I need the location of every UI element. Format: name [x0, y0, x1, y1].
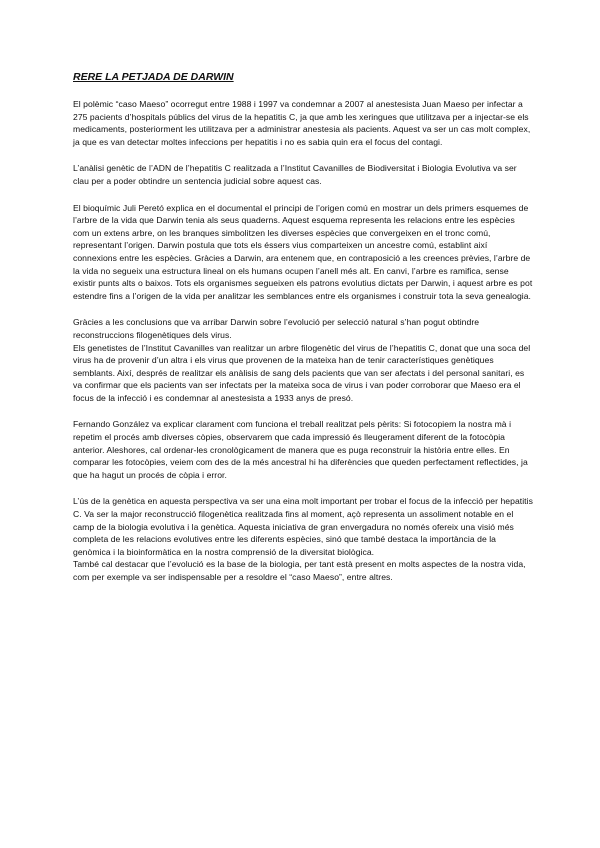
document-title: RERE LA PETJADA DE DARWIN — [73, 71, 234, 83]
paragraph-adn-analysis: L’anàlisi genètic de l’ADN de l’hepatitis C realitzada a l’Institut Cavanilles de Biodiversitat i Biologia Evolutiva va ser clau per a poder obtindre un sentencia judicial sobre aquest cas. — [73, 163, 517, 186]
paragraph-genetics-importance: L’ús de la genètica en aquesta perspectiva va ser una eina molt important per trobar el focus de la infecció per hepatitis C. Va ser la major reconstrucció filogenètica realitzada fins al moment, açò representa un assoliment notable en el camp de la biologia evolutiva i la genètica. Aquesta iniciativa de gran envergadura no només ofereix una visió més completa de les relacions evolutives entre les diferents espècies, sinó que també destaca la importància de la genòmica i la bioinformàtica en la nostra comprensió de la diversitat biològica. — [73, 496, 533, 557]
paragraph-conclusion: També cal destacar que l’evolució es la base de la biologia, per tant està present en molts aspectes de la nostra vida, com per exemple va ser indispensable per a resoldre el “caso Maeso”, entre altres. — [73, 559, 526, 582]
paragraph-photocopy-analogy: Fernando González va explicar clarament com funciona el treball realitzat pels pèrits: Si fotocopiem la nostra mà i repetim el procés amb diverses còpies, observarem que cada impressió és lleugerament diferent de la fotocòpia anterior. Aleshores, cal ordenar-les cronològicament de manera que es puga reconstruir la història entre elles. En comparar les fotocòpies, veiem com des de la més ancestral hi ha diferències que queden perfectament reflectides, ja que ha hagut un procés de còpia i error. — [73, 419, 528, 480]
paragraph-phylogenetic-reconstructions: Gràcies a les conclusions que va arribar Darwin sobre l’evolució per selecció natural s’han pogut obtindre reconstruccions filogenètiques dels virus. — [73, 317, 480, 340]
paragraph-cavanilles-geneticists: Els genetistes de l’Institut Cavanilles van realitzar un arbre filogenètic del virus de l’hepatitis C, donat que una soca del virus ha de provenir d’un altra i els virus que provenen de la mateixa han de tenir característiques genètiques semblants. Així, després de realitzar els anàlisis de sang dels pacients que van ser afectats i del personal sanitari, es va confirmar que els pacients van ser infectats per la mateixa soca de virus i van poder corroborar que Maeso era el focus de la infecció i es condemnar al anestesista a 1933 anys de presó. — [73, 342, 531, 403]
document-body — [73, 98, 533, 598]
paragraph-tree-of-life: El bioquímic Juli Peretó explica en el documental el principi de l’origen comú en mostrar un dels primers esquemes de l’arbre de la vida que Darwin tenia als seus quaderns. Aquest esquema representa les relacions entre les espècies com un extens arbre, on les branques simbolitzen les diverses espècies que convergeixen en el tronc comú, representant l’origen. Darwin postula que tots els éssers vius comparteixen un ancestre comú, establint així connexions entre les espècies. Gràcies a Darwin, ara entenem que, en contraposició a les creences prèvies, l’arbre de la vida no segueix una estructura lineal on els humans ocupen l’anell més alt. En canvi, l’arbre es ramifica, sense existir punts alts o baixos. Tots els organismes segueixen els patrons evolutius dictats per Darwin, i aquest arbre es pot estendre fins a l’origen de la vida per analitzar les semblances entre els organismes i construir tota la seva genealogia. — [73, 202, 533, 301]
paragraph-caso-maeso-intro: El polèmic “caso Maeso” ocorregut entre 1988 i 1997 va condemnar a 2007 al anestesista Juan Maeso per infectar a 275 pacients d’hospitals públics del virus de la hepatitis C, ja que amb les xeringues que utilitzava per a injectar-se els medicaments, posteriorment les utilitzava per a administrar anestesia als pacients. Aquest va ser un cas molt complex, ja que es van detectar moltes infeccions per hepatitis i no es sabia quin era el focus del contagi. — [73, 99, 531, 147]
